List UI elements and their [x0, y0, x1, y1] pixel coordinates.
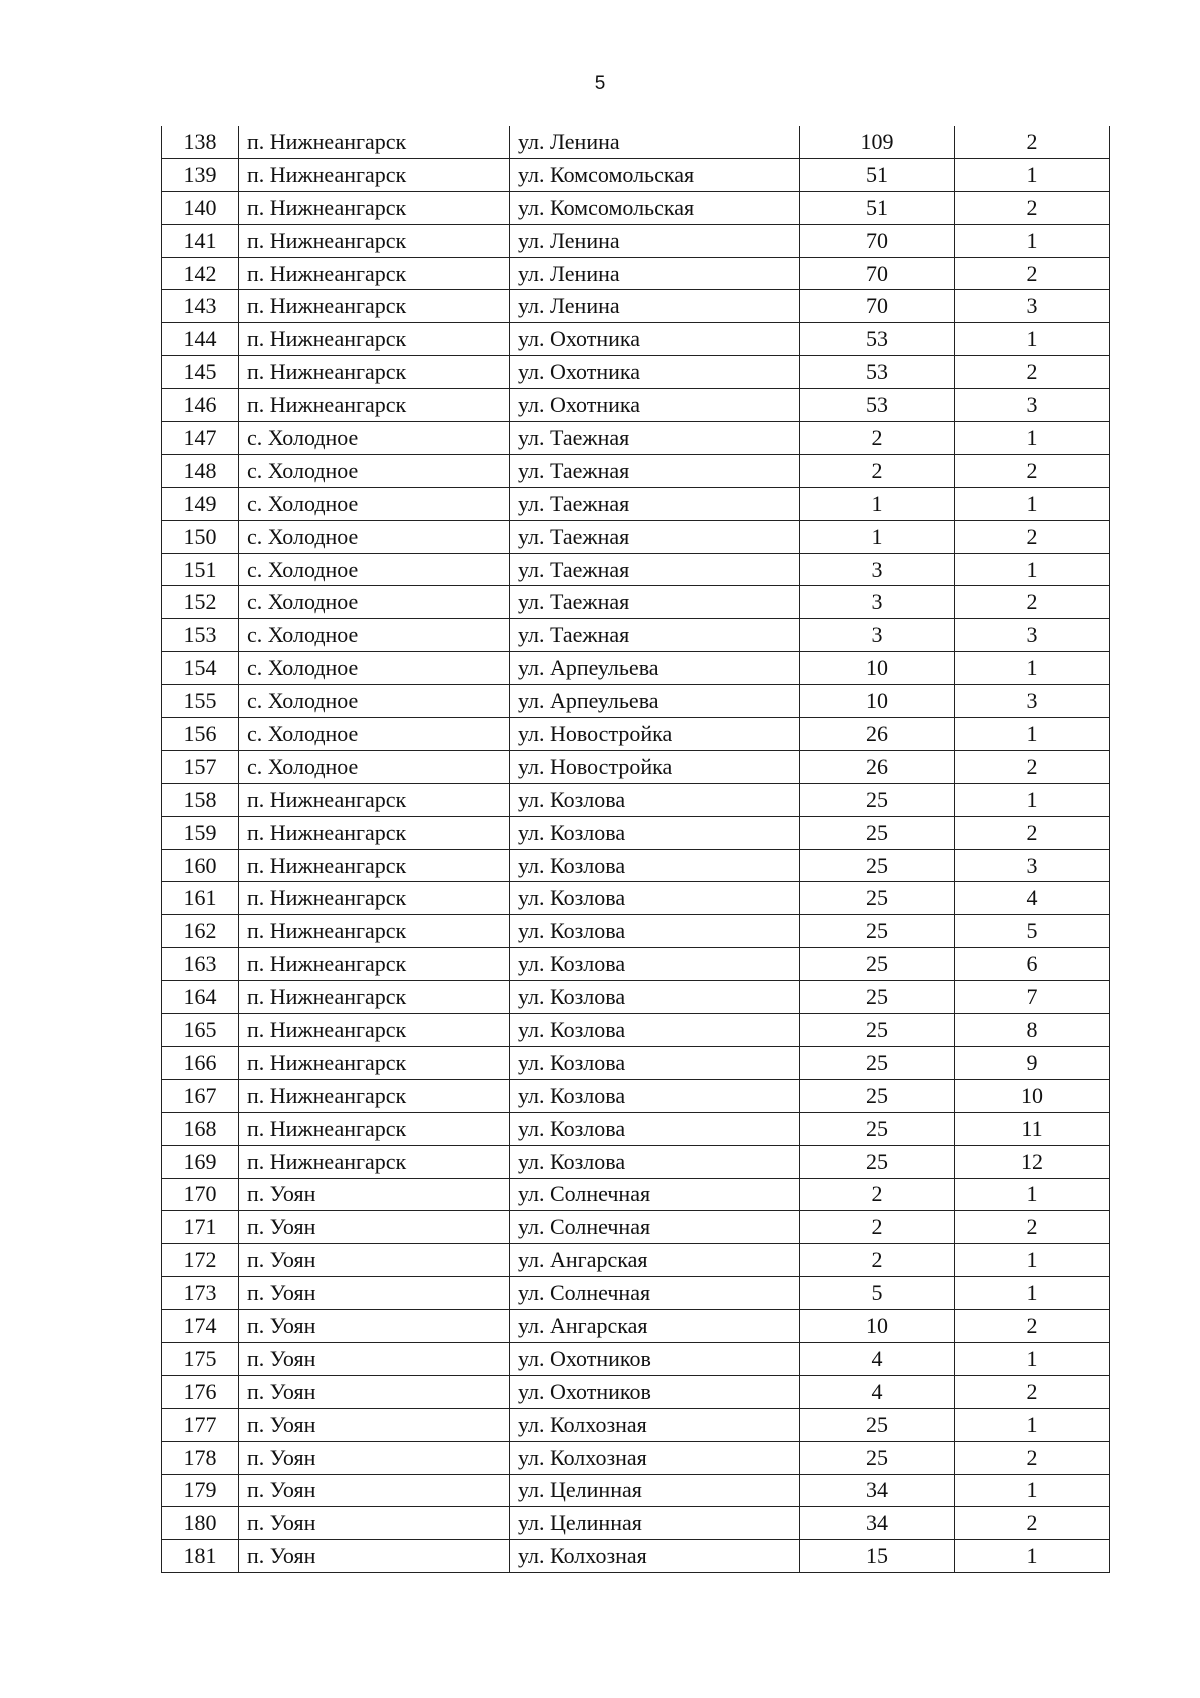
- street-cell: ул. Козлова: [510, 1145, 800, 1178]
- apartment-number-cell: 1: [955, 487, 1110, 520]
- table-row: [162, 849, 1110, 882]
- table-row: [162, 1507, 1110, 1540]
- table-row: [162, 1079, 1110, 1112]
- house-number-cell: 25: [800, 948, 955, 981]
- settlement-cell: с. Холодное: [239, 487, 510, 520]
- row-number-cell: 149: [162, 487, 239, 520]
- street-cell: ул. Таежная: [510, 619, 800, 652]
- street-cell: ул. Целинная: [510, 1507, 800, 1540]
- house-number-cell: 34: [800, 1474, 955, 1507]
- apartment-number-cell: 1: [955, 1474, 1110, 1507]
- house-number-cell: 25: [800, 1145, 955, 1178]
- table-row: [162, 553, 1110, 586]
- row-number-cell: 150: [162, 520, 239, 553]
- settlement-cell: п. Уоян: [239, 1375, 510, 1408]
- apartment-number-cell: 1: [955, 224, 1110, 257]
- settlement-cell: с. Холодное: [239, 422, 510, 455]
- table-row: [162, 290, 1110, 323]
- table-row: [162, 915, 1110, 948]
- street-cell: ул. Комсомольская: [510, 158, 800, 191]
- table-row: [162, 1112, 1110, 1145]
- street-cell: ул. Охотников: [510, 1375, 800, 1408]
- street-cell: ул. Солнечная: [510, 1178, 800, 1211]
- house-number-cell: 25: [800, 816, 955, 849]
- row-number-cell: 152: [162, 586, 239, 619]
- row-number-cell: 140: [162, 191, 239, 224]
- settlement-cell: п. Нижнеангарск: [239, 356, 510, 389]
- row-number-cell: 145: [162, 356, 239, 389]
- apartment-number-cell: 2: [955, 191, 1110, 224]
- table-row: [162, 1046, 1110, 1079]
- settlement-cell: с. Холодное: [239, 619, 510, 652]
- house-number-cell: 53: [800, 356, 955, 389]
- street-cell: ул. Ангарская: [510, 1310, 800, 1343]
- settlement-cell: п. Уоян: [239, 1277, 510, 1310]
- street-cell: ул. Ленина: [510, 126, 800, 158]
- house-number-cell: 25: [800, 1441, 955, 1474]
- apartment-number-cell: 1: [955, 652, 1110, 685]
- street-cell: ул. Охотника: [510, 323, 800, 356]
- house-number-cell: 15: [800, 1540, 955, 1573]
- apartment-number-cell: 9: [955, 1046, 1110, 1079]
- settlement-cell: с. Холодное: [239, 652, 510, 685]
- table-row: [162, 224, 1110, 257]
- street-cell: ул. Целинная: [510, 1474, 800, 1507]
- row-number-cell: 153: [162, 619, 239, 652]
- settlement-cell: п. Уоян: [239, 1342, 510, 1375]
- row-number-cell: 172: [162, 1244, 239, 1277]
- row-number-cell: 157: [162, 750, 239, 783]
- apartment-number-cell: 11: [955, 1112, 1110, 1145]
- apartment-number-cell: 8: [955, 1014, 1110, 1047]
- house-number-cell: 2: [800, 1178, 955, 1211]
- row-number-cell: 156: [162, 718, 239, 751]
- table-row: [162, 685, 1110, 718]
- table-row: [162, 454, 1110, 487]
- street-cell: ул. Козлова: [510, 915, 800, 948]
- table-row: [162, 422, 1110, 455]
- table-row: [162, 718, 1110, 751]
- table-row: [162, 948, 1110, 981]
- apartment-number-cell: 2: [955, 750, 1110, 783]
- house-number-cell: 4: [800, 1342, 955, 1375]
- table-row: [162, 158, 1110, 191]
- row-number-cell: 165: [162, 1014, 239, 1047]
- row-number-cell: 179: [162, 1474, 239, 1507]
- table-row: [162, 1277, 1110, 1310]
- row-number-cell: 162: [162, 915, 239, 948]
- settlement-cell: п. Уоян: [239, 1507, 510, 1540]
- settlement-cell: с. Холодное: [239, 685, 510, 718]
- house-number-cell: 1: [800, 487, 955, 520]
- table-row: [162, 981, 1110, 1014]
- street-cell: ул. Козлова: [510, 816, 800, 849]
- settlement-cell: п. Нижнеангарск: [239, 1112, 510, 1145]
- street-cell: ул. Новостройка: [510, 750, 800, 783]
- table-row: [162, 1342, 1110, 1375]
- house-number-cell: 2: [800, 454, 955, 487]
- table-row: [162, 586, 1110, 619]
- settlement-cell: п. Нижнеангарск: [239, 257, 510, 290]
- row-number-cell: 168: [162, 1112, 239, 1145]
- house-number-cell: 10: [800, 1310, 955, 1343]
- apartment-number-cell: 1: [955, 718, 1110, 751]
- row-number-cell: 171: [162, 1211, 239, 1244]
- row-number-cell: 142: [162, 257, 239, 290]
- street-cell: ул. Колхозная: [510, 1408, 800, 1441]
- settlement-cell: с. Холодное: [239, 454, 510, 487]
- house-number-cell: 25: [800, 915, 955, 948]
- settlement-cell: п. Нижнеангарск: [239, 948, 510, 981]
- street-cell: ул. Ленина: [510, 257, 800, 290]
- street-cell: ул. Таежная: [510, 454, 800, 487]
- house-number-cell: 3: [800, 586, 955, 619]
- apartment-number-cell: 12: [955, 1145, 1110, 1178]
- house-number-cell: 25: [800, 783, 955, 816]
- settlement-cell: п. Нижнеангарск: [239, 915, 510, 948]
- row-number-cell: 170: [162, 1178, 239, 1211]
- apartment-number-cell: 3: [955, 685, 1110, 718]
- row-number-cell: 147: [162, 422, 239, 455]
- house-number-cell: 70: [800, 224, 955, 257]
- house-number-cell: 26: [800, 718, 955, 751]
- row-number-cell: 177: [162, 1408, 239, 1441]
- table-row: [162, 882, 1110, 915]
- table-row: [162, 619, 1110, 652]
- apartment-number-cell: 2: [955, 454, 1110, 487]
- house-number-cell: 51: [800, 158, 955, 191]
- street-cell: ул. Новостройка: [510, 718, 800, 751]
- house-number-cell: 3: [800, 619, 955, 652]
- table-row: [162, 1014, 1110, 1047]
- street-cell: ул. Таежная: [510, 520, 800, 553]
- page-number: 5: [594, 73, 606, 94]
- house-number-cell: 25: [800, 1014, 955, 1047]
- table-row: [162, 816, 1110, 849]
- settlement-cell: п. Нижнеангарск: [239, 783, 510, 816]
- apartment-number-cell: 2: [955, 520, 1110, 553]
- settlement-cell: п. Нижнеангарск: [239, 1046, 510, 1079]
- apartment-number-cell: 1: [955, 783, 1110, 816]
- house-number-cell: 25: [800, 1112, 955, 1145]
- row-number-cell: 159: [162, 816, 239, 849]
- apartment-number-cell: 1: [955, 422, 1110, 455]
- settlement-cell: п. Уоян: [239, 1441, 510, 1474]
- table-row: [162, 1145, 1110, 1178]
- street-cell: ул. Козлова: [510, 981, 800, 1014]
- apartment-number-cell: 3: [955, 290, 1110, 323]
- settlement-cell: п. Нижнеангарск: [239, 981, 510, 1014]
- street-cell: ул. Колхозная: [510, 1441, 800, 1474]
- house-number-cell: 53: [800, 389, 955, 422]
- house-number-cell: 25: [800, 849, 955, 882]
- house-number-cell: 26: [800, 750, 955, 783]
- settlement-cell: п. Нижнеангарск: [239, 1145, 510, 1178]
- house-number-cell: 3: [800, 553, 955, 586]
- settlement-cell: с. Холодное: [239, 750, 510, 783]
- table-row: [162, 1408, 1110, 1441]
- settlement-cell: п. Уоян: [239, 1408, 510, 1441]
- street-cell: ул. Таежная: [510, 422, 800, 455]
- row-number-cell: 155: [162, 685, 239, 718]
- address-table-body: [162, 126, 1110, 1573]
- table-row: [162, 750, 1110, 783]
- row-number-cell: 146: [162, 389, 239, 422]
- street-cell: ул. Козлова: [510, 882, 800, 915]
- street-cell: ул. Ленина: [510, 290, 800, 323]
- apartment-number-cell: 2: [955, 126, 1110, 158]
- settlement-cell: п. Нижнеангарск: [239, 224, 510, 257]
- table-row: [162, 1211, 1110, 1244]
- street-cell: ул. Козлова: [510, 1046, 800, 1079]
- apartment-number-cell: 3: [955, 619, 1110, 652]
- row-number-cell: 143: [162, 290, 239, 323]
- house-number-cell: 25: [800, 1046, 955, 1079]
- apartment-number-cell: 10: [955, 1079, 1110, 1112]
- table-row: [162, 257, 1110, 290]
- settlement-cell: п. Уоян: [239, 1540, 510, 1573]
- row-number-cell: 141: [162, 224, 239, 257]
- settlement-cell: п. Уоян: [239, 1211, 510, 1244]
- house-number-cell: 51: [800, 191, 955, 224]
- apartment-number-cell: 1: [955, 1178, 1110, 1211]
- apartment-number-cell: 5: [955, 915, 1110, 948]
- apartment-number-cell: 2: [955, 586, 1110, 619]
- house-number-cell: 25: [800, 882, 955, 915]
- street-cell: ул. Козлова: [510, 1014, 800, 1047]
- street-cell: ул. Таежная: [510, 553, 800, 586]
- apartment-number-cell: 2: [955, 1211, 1110, 1244]
- settlement-cell: п. Нижнеангарск: [239, 191, 510, 224]
- apartment-number-cell: 2: [955, 1441, 1110, 1474]
- table-row: [162, 1474, 1110, 1507]
- apartment-number-cell: 1: [955, 323, 1110, 356]
- settlement-cell: п. Уоян: [239, 1474, 510, 1507]
- table-row: [162, 191, 1110, 224]
- house-number-cell: 70: [800, 290, 955, 323]
- settlement-cell: с. Холодное: [239, 718, 510, 751]
- apartment-number-cell: 3: [955, 849, 1110, 882]
- table-row: [162, 1375, 1110, 1408]
- table-row: [162, 1441, 1110, 1474]
- house-number-cell: 1: [800, 520, 955, 553]
- table-row: [162, 1540, 1110, 1573]
- house-number-cell: 53: [800, 323, 955, 356]
- street-cell: ул. Таежная: [510, 586, 800, 619]
- apartment-number-cell: 1: [955, 1244, 1110, 1277]
- street-cell: ул. Козлова: [510, 1112, 800, 1145]
- street-cell: ул. Ленина: [510, 224, 800, 257]
- table-row: [162, 783, 1110, 816]
- table-row: [162, 1178, 1110, 1211]
- street-cell: ул. Таежная: [510, 487, 800, 520]
- row-number-cell: 163: [162, 948, 239, 981]
- house-number-cell: 2: [800, 422, 955, 455]
- street-cell: ул. Козлова: [510, 948, 800, 981]
- settlement-cell: п. Нижнеангарск: [239, 1079, 510, 1112]
- house-number-cell: 2: [800, 1211, 955, 1244]
- apartment-number-cell: 2: [955, 257, 1110, 290]
- settlement-cell: п. Нижнеангарск: [239, 849, 510, 882]
- table-row: [162, 389, 1110, 422]
- row-number-cell: 139: [162, 158, 239, 191]
- address-table: [161, 126, 1110, 1573]
- house-number-cell: 5: [800, 1277, 955, 1310]
- table-row: [162, 126, 1110, 158]
- row-number-cell: 180: [162, 1507, 239, 1540]
- apartment-number-cell: 6: [955, 948, 1110, 981]
- row-number-cell: 151: [162, 553, 239, 586]
- house-number-cell: 25: [800, 1408, 955, 1441]
- row-number-cell: 169: [162, 1145, 239, 1178]
- table-row: [162, 1310, 1110, 1343]
- settlement-cell: п. Уоян: [239, 1244, 510, 1277]
- row-number-cell: 144: [162, 323, 239, 356]
- street-cell: ул. Солнечная: [510, 1277, 800, 1310]
- table-row: [162, 652, 1110, 685]
- street-cell: ул. Колхозная: [510, 1540, 800, 1573]
- house-number-cell: 10: [800, 685, 955, 718]
- street-cell: ул. Охотника: [510, 389, 800, 422]
- house-number-cell: 25: [800, 981, 955, 1014]
- row-number-cell: 158: [162, 783, 239, 816]
- apartment-number-cell: 2: [955, 1310, 1110, 1343]
- row-number-cell: 138: [162, 126, 239, 158]
- settlement-cell: п. Нижнеангарск: [239, 816, 510, 849]
- settlement-cell: п. Нижнеангарск: [239, 126, 510, 158]
- house-number-cell: 34: [800, 1507, 955, 1540]
- settlement-cell: п. Уоян: [239, 1178, 510, 1211]
- settlement-cell: с. Холодное: [239, 520, 510, 553]
- house-number-cell: 10: [800, 652, 955, 685]
- street-cell: ул. Ангарская: [510, 1244, 800, 1277]
- apartment-number-cell: 2: [955, 1507, 1110, 1540]
- settlement-cell: п. Нижнеангарск: [239, 1014, 510, 1047]
- house-number-cell: 4: [800, 1375, 955, 1408]
- apartment-number-cell: 2: [955, 356, 1110, 389]
- settlement-cell: п. Уоян: [239, 1310, 510, 1343]
- row-number-cell: 164: [162, 981, 239, 1014]
- apartment-number-cell: 1: [955, 158, 1110, 191]
- apartment-number-cell: 3: [955, 389, 1110, 422]
- table-row: [162, 487, 1110, 520]
- settlement-cell: п. Нижнеангарск: [239, 389, 510, 422]
- row-number-cell: 174: [162, 1310, 239, 1343]
- row-number-cell: 178: [162, 1441, 239, 1474]
- settlement-cell: с. Холодное: [239, 553, 510, 586]
- house-number-cell: 109: [800, 126, 955, 158]
- row-number-cell: 167: [162, 1079, 239, 1112]
- apartment-number-cell: 7: [955, 981, 1110, 1014]
- table-row: [162, 323, 1110, 356]
- apartment-number-cell: 1: [955, 1277, 1110, 1310]
- settlement-cell: п. Нижнеангарск: [239, 158, 510, 191]
- row-number-cell: 181: [162, 1540, 239, 1573]
- street-cell: ул. Охотников: [510, 1342, 800, 1375]
- table-row: [162, 1244, 1110, 1277]
- apartment-number-cell: 4: [955, 882, 1110, 915]
- settlement-cell: п. Нижнеангарск: [239, 290, 510, 323]
- apartment-number-cell: 1: [955, 553, 1110, 586]
- row-number-cell: 154: [162, 652, 239, 685]
- row-number-cell: 161: [162, 882, 239, 915]
- apartment-number-cell: 1: [955, 1540, 1110, 1573]
- row-number-cell: 176: [162, 1375, 239, 1408]
- row-number-cell: 148: [162, 454, 239, 487]
- street-cell: ул. Козлова: [510, 1079, 800, 1112]
- apartment-number-cell: 2: [955, 1375, 1110, 1408]
- settlement-cell: п. Нижнеангарск: [239, 323, 510, 356]
- settlement-cell: с. Холодное: [239, 586, 510, 619]
- row-number-cell: 175: [162, 1342, 239, 1375]
- street-cell: ул. Арпеульева: [510, 652, 800, 685]
- table-row: [162, 356, 1110, 389]
- row-number-cell: 173: [162, 1277, 239, 1310]
- street-cell: ул. Комсомольская: [510, 191, 800, 224]
- street-cell: ул. Охотника: [510, 356, 800, 389]
- street-cell: ул. Козлова: [510, 849, 800, 882]
- street-cell: ул. Козлова: [510, 783, 800, 816]
- street-cell: ул. Арпеульева: [510, 685, 800, 718]
- apartment-number-cell: 1: [955, 1408, 1110, 1441]
- table-row: [162, 520, 1110, 553]
- house-number-cell: 25: [800, 1079, 955, 1112]
- house-number-cell: 2: [800, 1244, 955, 1277]
- row-number-cell: 166: [162, 1046, 239, 1079]
- street-cell: ул. Солнечная: [510, 1211, 800, 1244]
- apartment-number-cell: 2: [955, 816, 1110, 849]
- apartment-number-cell: 1: [955, 1342, 1110, 1375]
- settlement-cell: п. Нижнеангарск: [239, 882, 510, 915]
- row-number-cell: 160: [162, 849, 239, 882]
- house-number-cell: 70: [800, 257, 955, 290]
